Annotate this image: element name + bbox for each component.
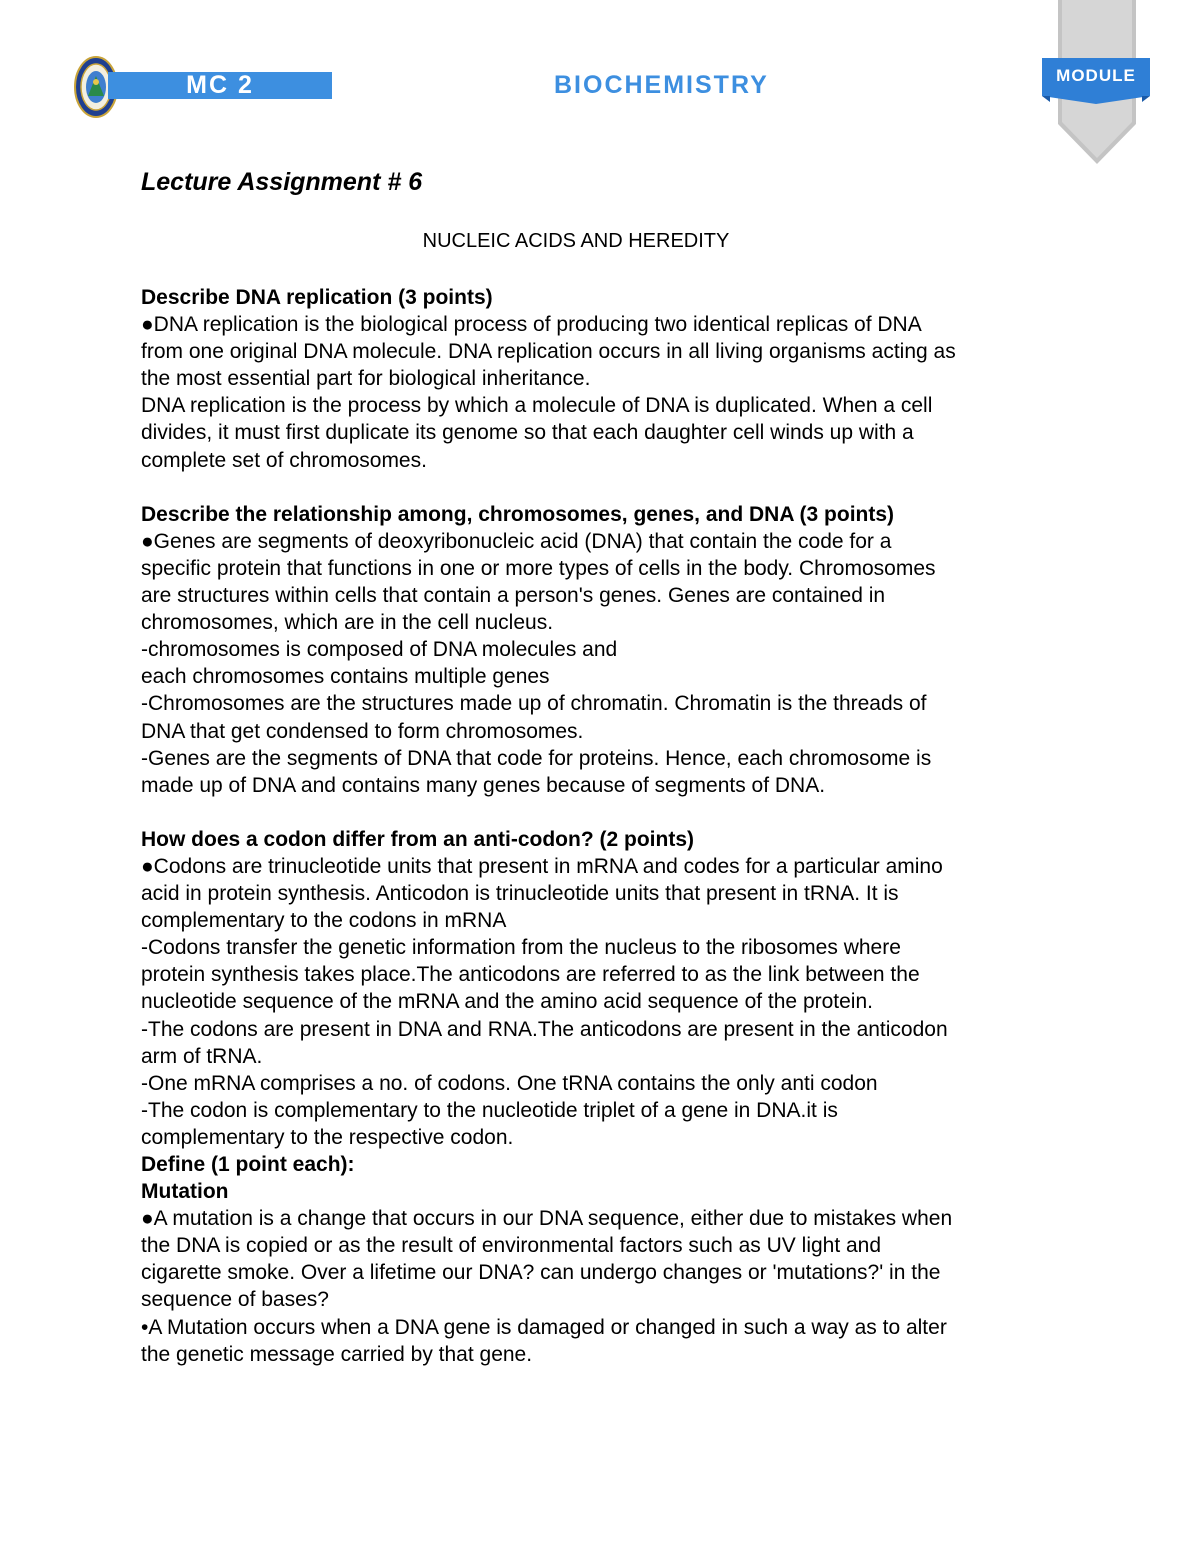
paragraph-gap	[141, 799, 1071, 826]
section-codon-anticodon	[141, 826, 1071, 1151]
answer-line: ●DNA replication is the biological process of producing two identical replicas of DNA	[141, 313, 922, 337]
answer-line: -chromosomes is composed of DNA molecules and	[141, 638, 618, 662]
answer-line: -Genes are the segments of DNA that code for proteins. Hence, each chromosome is	[141, 746, 932, 770]
answer-line: the genetic message carried by that gene.	[141, 1342, 533, 1366]
define-heading: Define (1 point each):	[141, 1153, 355, 1176]
answer-line: nucleotide sequence of the mRNA and the amino acid sequence of the protein.	[141, 990, 873, 1014]
answer-line: ●Genes are segments of deoxyribonucleic acid (DNA) that contain the code for a	[141, 529, 892, 553]
answer-line: each chromosomes contains multiple genes	[141, 665, 550, 689]
subject-title: BIOCHEMISTRY	[554, 71, 769, 99]
answer-line: -One mRNA comprises a no. of codons. One tRNA contains the only anti codon	[141, 1071, 878, 1095]
section-define	[141, 1151, 1071, 1368]
question-heading: Describe DNA replication (3 points)	[141, 286, 493, 309]
answer-line: ●A mutation is a change that occurs in our DNA sequence, either due to mistakes when	[141, 1207, 953, 1231]
answer-line: acid in protein synthesis. Anticodon is trinucleotide units that present in tRNA. It is	[141, 882, 899, 906]
answer-line: •A Mutation occurs when a DNA gene is damaged or changed in such a way as to alter	[141, 1315, 947, 1339]
answer-line: complementary to the respective codon.	[141, 1125, 514, 1149]
answer-line: DNA replication is the process by which a molecule of DNA is duplicated. When a cell	[141, 394, 933, 418]
document-body	[141, 166, 1071, 1368]
assignment-title: Lecture Assignment # 6	[141, 168, 423, 196]
answer-line: the DNA is copied or as the result of environmental factors such as UV light and	[141, 1234, 882, 1258]
section-chromosomes-genes-dna	[141, 501, 1071, 799]
answer-line: complete set of chromosomes.	[141, 448, 427, 472]
answer-line: -Chromosomes are the structures made up of chromatin. Chromatin is the threads of	[141, 692, 927, 716]
answer-line: from one original DNA molecule. DNA replication occurs in all living organisms acting as	[141, 340, 956, 364]
answer-line: divides, it must first duplicate its genome so that each daughter cell winds up with a	[141, 421, 914, 445]
section-dna-replication	[141, 284, 1071, 474]
answer-line: made up of DNA and contains many genes because of segments of DNA.	[141, 773, 826, 797]
answer-line: ●Codons are trinucleotide units that present in mRNA and codes for a particular amino	[141, 854, 943, 878]
answer-line: the most essential part for biological inheritance.	[141, 367, 591, 391]
answer-line: -The codon is complementary to the nucleotide triplet of a gene in DNA.it is	[141, 1098, 838, 1122]
question-heading: How does a codon differ from an anti-codon? (2 points)	[141, 827, 694, 851]
topic-title: NUCLEIC ACIDS AND HEREDITY	[422, 230, 730, 252]
answer-line: complementary to the codons in mRNA	[141, 909, 507, 933]
answer-line: DNA that get condensed to form chromosomes.	[141, 719, 584, 743]
answer-line: -The codons are present in DNA and RNA.The anticodons are present in the anticodon	[141, 1017, 948, 1041]
answer-line: are structures within cells that contain a person's genes. Genes are contained in	[141, 584, 886, 608]
paragraph-gap	[141, 474, 1071, 501]
answer-line: cigarette smoke. Over a lifetime our DNA? can undergo changes or 'mutations?' in the	[141, 1261, 941, 1285]
question-heading: Describe the relationship among, chromosomes, genes, and DNA (3 points)	[141, 502, 895, 526]
answer-line: sequence of bases?	[141, 1288, 329, 1312]
answer-line: specific protein that functions in one or more types of cells in the body. Chromosomes	[141, 556, 936, 580]
module-label: MODULE	[1056, 66, 1136, 85]
answer-line: protein synthesis takes place.The anticodons are referred to as the link between the	[141, 963, 920, 987]
answer-line: arm of tRNA.	[141, 1044, 263, 1068]
define-term: Mutation	[141, 1180, 229, 1204]
answer-line: chromosomes, which are in the cell nucleus.	[141, 611, 554, 635]
answer-line: -Codons transfer the genetic information from the nucleus to the ribosomes where	[141, 936, 901, 960]
course-code-banner: MC 2	[108, 72, 332, 99]
